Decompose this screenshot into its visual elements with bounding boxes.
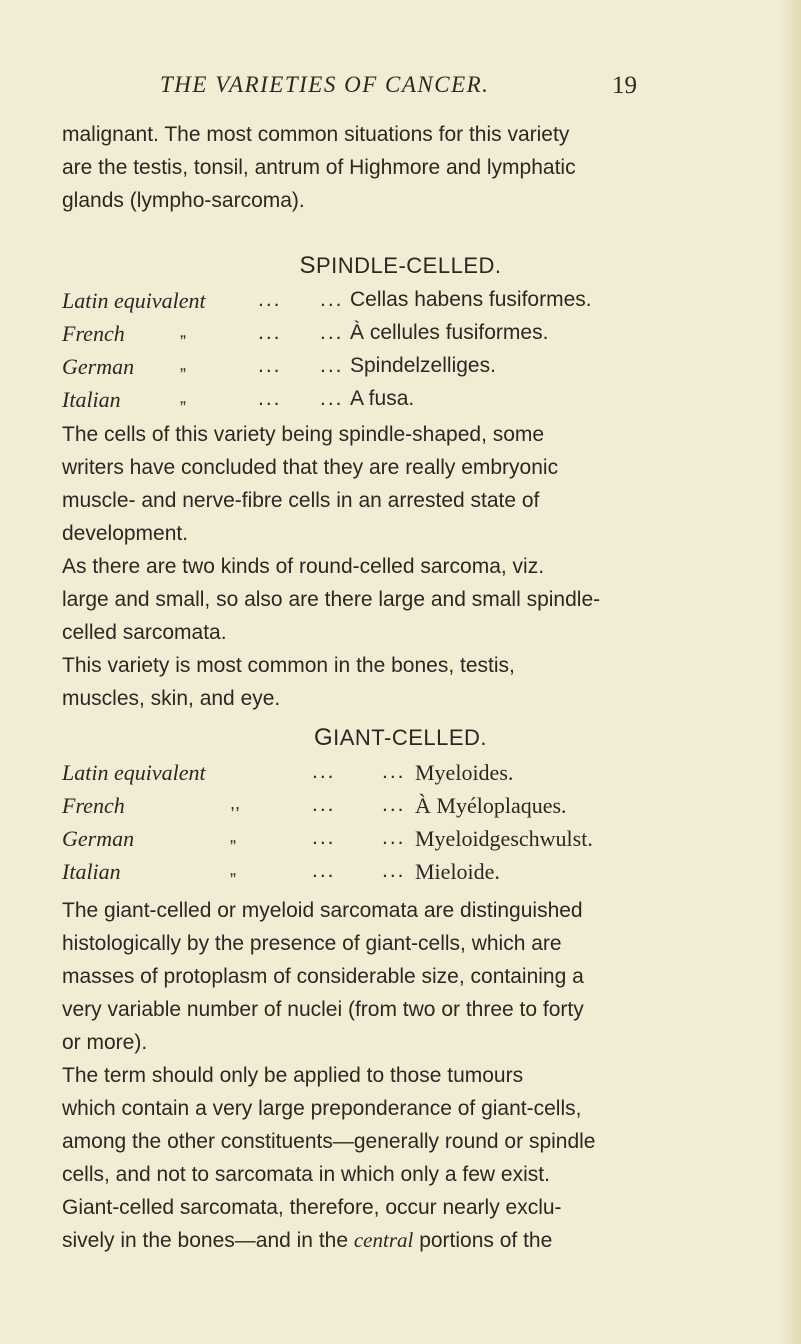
leader-dots: ... [258, 387, 282, 410]
text-line: As there are two kinds of round-celled sarcoma, viz. [62, 555, 545, 578]
leader-dots: ... [312, 859, 336, 882]
text-line: or more). [62, 1031, 148, 1054]
page-number: 19 [612, 72, 637, 99]
paragraph [62, 894, 762, 1059]
section-heading-giant [0, 724, 801, 752]
section-heading-spindle [0, 252, 801, 280]
text-line: celled sarcomata. [62, 621, 227, 644]
text-line: histologically by the presence of giant-cells, which are [62, 932, 562, 955]
text-line: malignant. The most common situations for this variety [62, 123, 570, 146]
ditto-mark: „ [180, 321, 186, 341]
paragraph [62, 1191, 762, 1257]
paragraph [62, 550, 762, 649]
equivalent-term: À Myéloplaques. [415, 793, 567, 818]
heading-rest: IANT-CELLED. [333, 725, 488, 750]
text-line: masses of protoplasm of considerable size, containing a [62, 965, 584, 988]
table-row [62, 859, 762, 892]
text-line: among the other constituents—generally round or spindle [62, 1130, 596, 1153]
language-label: Latin equivalent [62, 760, 206, 785]
equivalent-term: A fusa. [350, 387, 415, 410]
equivalent-term: Cellas habens fusiformes. [350, 288, 592, 311]
table-row [62, 760, 762, 793]
paragraph [62, 418, 762, 550]
equivalent-term: Spindelzelliges. [350, 354, 496, 377]
ditto-mark: „ [230, 826, 236, 846]
intro-paragraph [62, 118, 762, 217]
equivalents-table-spindle [62, 288, 762, 420]
language-label: Latin equivalent [62, 288, 206, 313]
leader-dots: ... [320, 354, 344, 377]
text-line: cells, and not to sarcomata in which only a few exist. [62, 1163, 550, 1186]
ditto-mark: „ [180, 387, 186, 407]
running-head [0, 72, 801, 112]
page-edge [779, 0, 801, 1344]
heading-rest: PINDLE-CELLED. [316, 253, 502, 278]
equivalents-table-giant [62, 760, 762, 892]
ditto-mark: „ [180, 354, 186, 374]
language-label: French [62, 321, 125, 346]
table-row [62, 387, 762, 420]
italic-word: central [353, 1228, 414, 1252]
language-label: French [62, 793, 125, 818]
text-line: development. [62, 522, 189, 545]
text-line: writers have concluded that they are really embryonic [62, 456, 559, 479]
ditto-mark: ,, [230, 793, 241, 813]
text-line: The giant-celled or myeloid sarcomata are distinguished [62, 899, 583, 922]
table-row [62, 354, 762, 387]
paragraph [62, 1059, 762, 1191]
leader-dots: ... [382, 793, 406, 816]
leader-dots: ... [312, 760, 336, 783]
leader-dots: ... [312, 793, 336, 816]
leader-dots: ... [320, 387, 344, 410]
ditto-mark: „ [230, 859, 236, 879]
leader-dots: ... [382, 760, 406, 783]
text-line: The cells of this variety being spindle-shaped, some [62, 423, 545, 446]
text-segment: portions of the [419, 1229, 553, 1252]
heading-initial: S [299, 252, 316, 279]
leader-dots: ... [382, 859, 406, 882]
equivalent-term: Mieloide. [415, 859, 500, 884]
table-row [62, 321, 762, 354]
text-line: muscle- and nerve-fibre cells in an arrested state of [62, 489, 540, 512]
table-row [62, 288, 762, 321]
language-label: Italian [62, 387, 121, 412]
text-line: This variety is most common in the bones, testis, [62, 654, 515, 677]
leader-dots: ... [258, 288, 282, 311]
text-line: glands (lympho-sarcoma). [62, 189, 305, 212]
text-line: which contain a very large preponderance of giant-cells, [62, 1097, 582, 1120]
text-line: muscles, skin, and eye. [62, 687, 281, 710]
leader-dots: ... [320, 288, 344, 311]
table-row [62, 826, 762, 859]
equivalent-term: À cellules fusiformes. [350, 321, 549, 344]
language-label: Italian [62, 859, 121, 884]
text-line: Giant-celled sarcomata, therefore, occur nearly exclu- [62, 1196, 562, 1219]
text-segment: sively in the bones—and in the [62, 1229, 349, 1252]
leader-dots: ... [382, 826, 406, 849]
giant-body [62, 894, 762, 1257]
paragraph [62, 649, 762, 715]
text-line: large and small, so also are there large and small spindle- [62, 588, 601, 611]
text-line: The term should only be applied to those tumours [62, 1064, 524, 1087]
language-label: German [62, 354, 135, 379]
text-line [62, 1224, 762, 1257]
language-label: German [62, 826, 135, 851]
text-line: are the testis, tonsil, antrum of Highmore and lymphatic [62, 156, 576, 179]
equivalent-term: Myeloides. [415, 760, 514, 785]
table-row [62, 793, 762, 826]
equivalent-term: Myeloidgeschwulst. [415, 826, 593, 851]
leader-dots: ... [312, 826, 336, 849]
running-title: THE VARIETIES OF CANCER. [160, 72, 490, 97]
leader-dots: ... [258, 354, 282, 377]
text-line: very variable number of nuclei (from two or three to forty [62, 998, 584, 1021]
leader-dots: ... [258, 321, 282, 344]
leader-dots: ... [320, 321, 344, 344]
spindle-body [62, 418, 762, 715]
heading-initial: G [313, 724, 334, 751]
